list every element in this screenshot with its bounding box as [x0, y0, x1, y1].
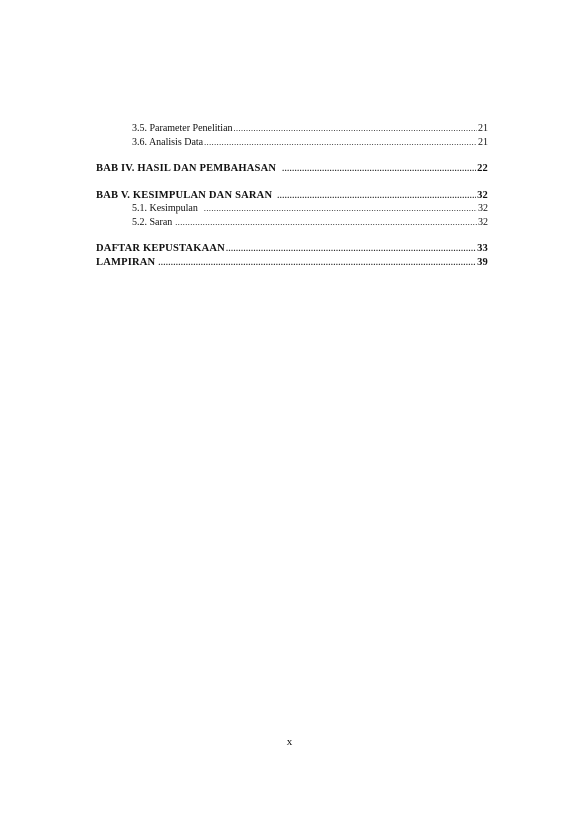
toc-entry-label: 3.5. Parameter Penelitian — [132, 123, 233, 134]
page-number: x — [286, 736, 293, 748]
spacer — [96, 229, 488, 242]
dot-leader — [158, 256, 476, 270]
dot-leader — [226, 242, 476, 256]
toc-entry-label: LAMPIRAN — [96, 256, 156, 268]
toc-entry-page: 32 — [477, 189, 488, 201]
toc-entry-label: BAB V. KESIMPULAN DAN SARAN — [96, 189, 273, 201]
toc-entry-daftar-kepustakaan — [96, 242, 488, 256]
toc-entry-5-2 — [96, 216, 488, 230]
toc-entry-label: 5.2. Saran — [132, 216, 173, 228]
toc-entry-page: 21 — [478, 136, 488, 148]
spacer — [96, 176, 488, 189]
toc-entry-bab-iv — [96, 162, 488, 176]
toc-entry-page: 32 — [478, 203, 488, 214]
dot-leader — [204, 202, 477, 216]
toc-entry-label: BAB IV. HASIL DAN PEMBAHASAN — [96, 163, 277, 174]
toc-entry-3-5 — [96, 122, 488, 136]
toc-entry-page: 32 — [478, 216, 488, 228]
toc-entry-label: DAFTAR KEPUSTAKAAN — [96, 243, 225, 254]
toc-entry-label: 3.6. Analisis Data — [132, 136, 204, 148]
toc-entry-page: 22 — [477, 163, 488, 174]
toc-entry-page: 33 — [477, 243, 488, 254]
toc-entry-3-6 — [96, 136, 488, 150]
toc-entry-bab-v — [96, 189, 488, 203]
dot-leader — [175, 216, 477, 230]
dot-leader — [234, 122, 477, 136]
toc-entry-label: 5.1. Kesimpulan — [132, 203, 198, 214]
toc-entry-lampiran — [96, 256, 488, 270]
table-of-contents — [96, 122, 488, 269]
dot-leader — [277, 189, 476, 203]
dot-leader — [282, 162, 476, 176]
toc-entry-page: 21 — [478, 123, 488, 134]
toc-entry-5-1 — [96, 202, 488, 216]
dot-leader — [204, 136, 477, 150]
spacer — [96, 149, 488, 162]
toc-entry-page: 39 — [477, 256, 488, 268]
